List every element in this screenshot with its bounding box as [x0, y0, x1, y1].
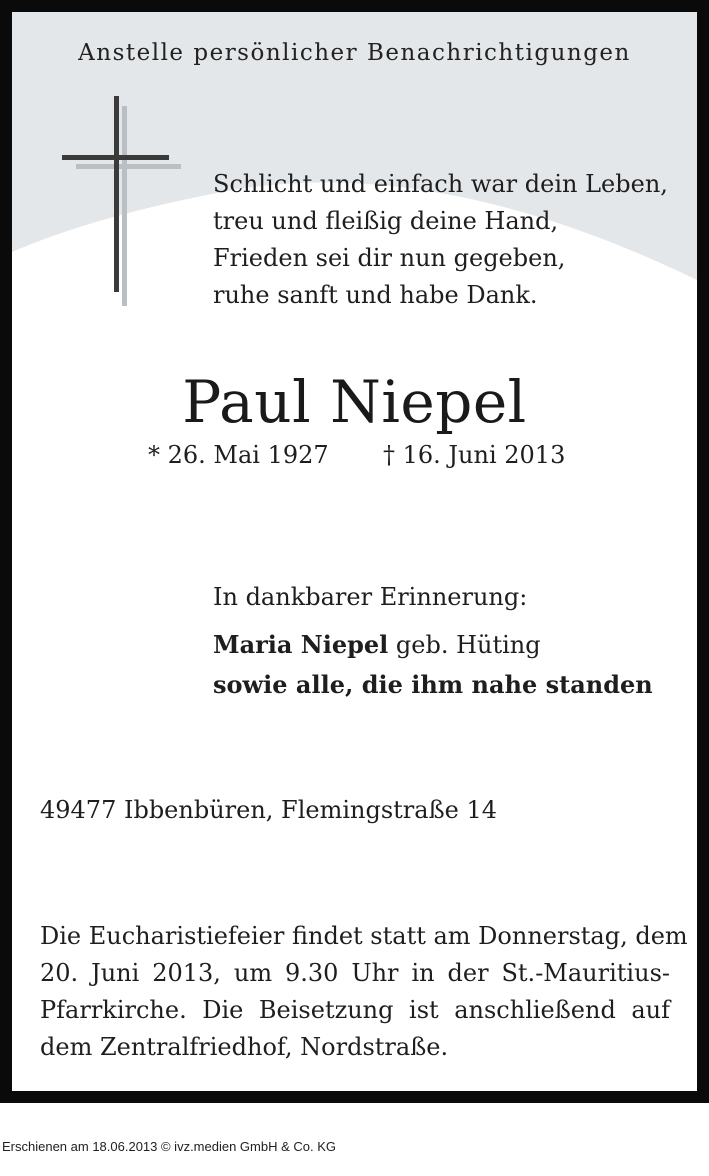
birth-date: * 26. Mai 1927	[148, 441, 329, 469]
mourners-block	[213, 582, 653, 700]
memory-intro: In dankbarer Erinnerung:	[213, 583, 528, 611]
service-line: Die Eucharistiefeier findet statt am Donnerstag, dem	[40, 922, 688, 950]
obituary-panel	[12, 12, 697, 1091]
cross-icon	[60, 94, 185, 309]
primary-mourner	[213, 630, 653, 660]
life-dates	[148, 441, 566, 469]
other-mourners: sowie alle, die ihm nahe standen	[213, 670, 653, 699]
poem-line: treu und fleißig deine Hand,	[213, 207, 559, 235]
service-line: 20. Juni 2013, um 9.30 Uhr in der St.-Mauritius-	[40, 959, 670, 987]
poem-line: Schlicht und einfach war dein Leben,	[213, 170, 668, 198]
publication-footer: Erschienen am 18.06.2013 © ivz.medien GmbH & Co. KG	[2, 1139, 337, 1154]
death-date: † 16. Juni 2013	[383, 441, 566, 469]
poem-line: ruhe sanft und habe Dank.	[213, 281, 538, 309]
primary-mourner-name: Maria Niepel	[213, 630, 389, 659]
family-address: 49477 Ibbenbüren, Flemingstraße 14	[40, 796, 497, 824]
service-line: dem Zentralfriedhof, Nordstraße.	[40, 1033, 449, 1061]
deceased-name: Paul Niepel	[182, 368, 527, 436]
service-announcement	[40, 918, 688, 1066]
poem	[213, 166, 668, 314]
poem-line: Frieden sei dir nun gegeben,	[213, 244, 566, 272]
service-line: Pfarrkirche. Die Beisetzung ist anschließend auf	[40, 996, 670, 1024]
primary-mourner-maiden-name: geb. Hüting	[388, 631, 541, 659]
header-notice: Anstelle persönlicher Benachrichtigungen	[78, 40, 631, 66]
